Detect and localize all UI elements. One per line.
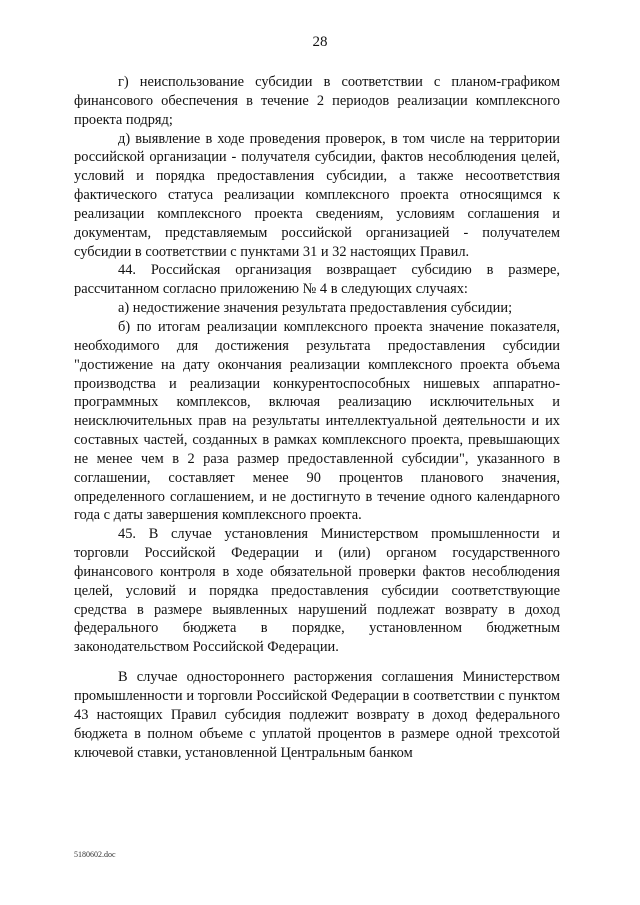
paragraph-g-nonuse-of-subsidy: г) неиспользование субсидии в соответствии с планом-графиком финансового обеспечения в течение 2 периодов реализации комплексного проекта подряд; [74,74,560,128]
paragraph-a-result-not-achieved: а) недостижение значения результата предоставления субсидии; [118,300,513,317]
document-body [74,73,560,762]
page-number: 28 [312,34,328,50]
paragraph-b-indicator-not-met: б) по итогам реализации комплексного проекта значение показателя, необходимого для достижения результата предоставления субсидии "достижение на дату окончания реализации комплексного проекта объема производства и реализации конкурентоспособных нишевых аппаратно-программных комплексов, включая реализацию исключительных и неисключительных прав на результаты интеллектуальной деятельности и их составных частей, созданных в рамках комплексного проекта, превышающих не менее чем в 2 раза размер предоставленной субсидии", указанного в соглашении, составляет менее 90 процентов планового значения, определенного соглашением, и не достигнуто в течение одного календарного года с даты завершения комплексного проекта. [74,318,560,524]
document-file-code: 5180602.doc [74,850,116,859]
paragraph-unilateral-termination: В случае одностороннего расторжения соглашения Министерством промышленности и торговли Российской Федерации в соответствии с пунктом 43 настоящих Правил субсидия подлежит возврату в доход федерального бюджета в полном объеме с уплатой процентов в размере одной трехсотой ключевой ставки, установленной Центральным банком [74,669,560,761]
paragraph-45-violations: 45. В случае установления Министерством промышленности и торговли Российской Федерации и (или) органом государственного финансового контроля в ходе обязательной проверки фактов несоблюдения целей, условий и порядка предоставления субсидии соответствующие средства в размере выявленных нарушений подлежат возврату в доход федерального бюджета в порядке, установленном бюджетным законодательством Российской Федерации. [74,526,560,656]
paragraph-d-inspection-findings: д) выявление в ходе проведения проверок, в том числе на территории российской организации - получателя субсидии, фактов несоблюдения целей, условий и порядка предоставления субсидии, а также несоответствия фактического статуса реализации комплексного проекта относящимся к реализации комплексного проекта сведениям, условиям соглашения и документам, представляемым российской организацией - получателем субсидии в соответствии с пунктами 31 и 32 настоящих Правил. [74,130,560,260]
paragraph-44-subsidy-return: 44. Российская организация возвращает субсидию в размере, рассчитанном согласно приложению № 4 в следующих случаях: [74,262,560,298]
